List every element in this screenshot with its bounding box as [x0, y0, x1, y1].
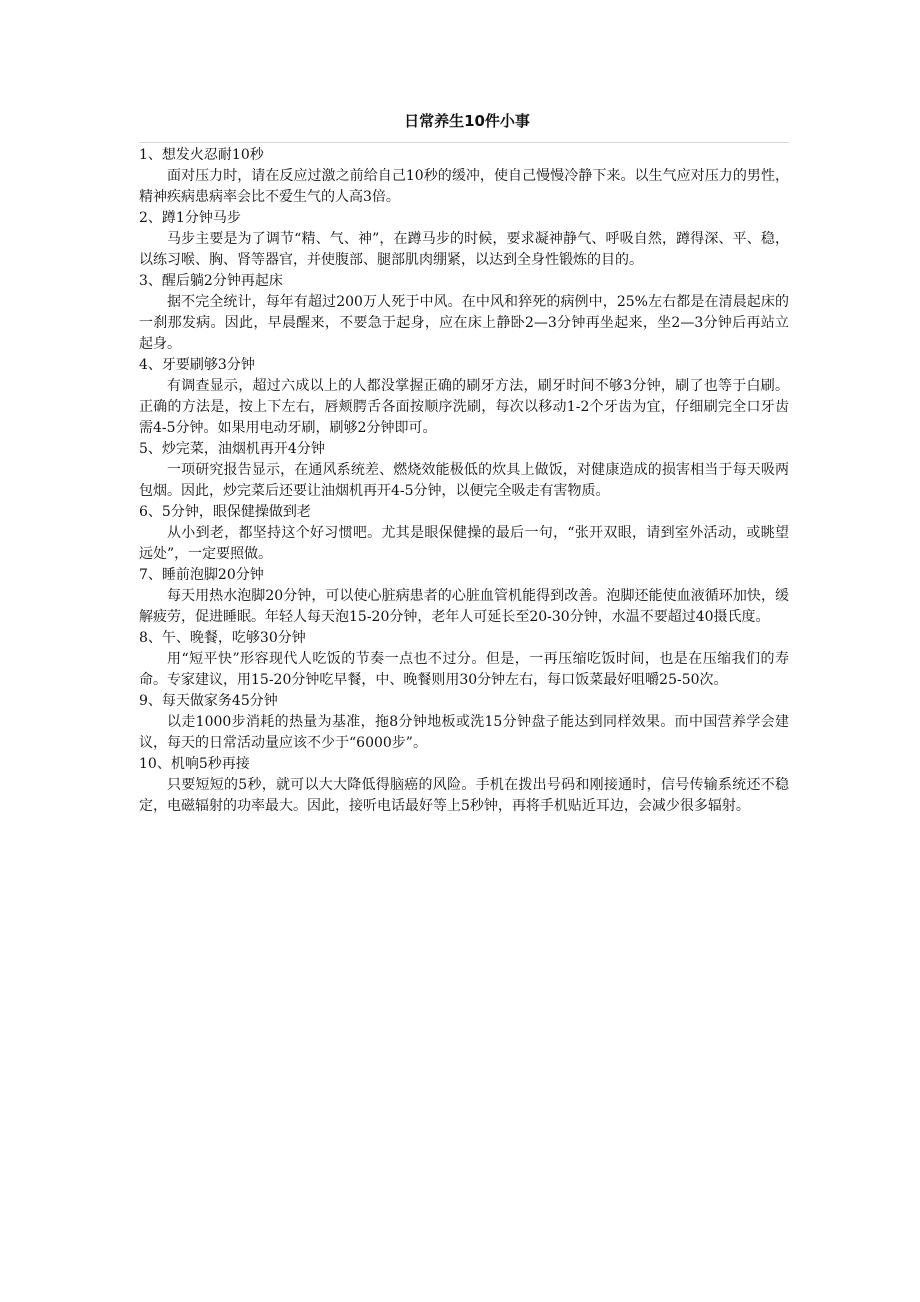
title-divider — [139, 142, 789, 143]
section-6 — [139, 502, 789, 565]
section-heading: 9、每天做家务45分钟 — [139, 693, 278, 709]
section-body: 马步主要是为了调节“精、气、神”，在蹲马步的时候，要求凝神静气、呼吸自然，蹲得深、平、稳，以练习喉、胸、肾等器官，并使腹部、腿部肌肉绷紧，以达到全身性锻炼的目的。 — [139, 231, 789, 268]
section-heading: 8、午、晚餐，吃够30分钟 — [139, 630, 306, 646]
section-2 — [139, 208, 789, 271]
section-heading: 3、醒后躺2分钟再起床 — [139, 273, 283, 289]
section-heading: 4、牙要刷够3分钟 — [139, 357, 255, 373]
document-title: 日常养生10件小事 — [404, 112, 530, 130]
section-heading: 6、5分钟，眼保健操做到老 — [139, 504, 311, 520]
section-body: 从小到老，都坚持这个好习惯吧。尤其是眼保健操的最后一句，“张开双眼，请到室外活动，或眺望远处”，一定要照做。 — [139, 525, 789, 562]
section-body: 只要短短的5秒，就可以大大降低得脑癌的风险。手机在拨出号码和刚接通时，信号传输系统还不稳定，电磁辐射的功率最大。因此，接听电话最好等上5秒钟，再将手机贴近耳边，会减少很多辐射。 — [139, 777, 789, 814]
section-7 — [139, 565, 789, 628]
section-9 — [139, 691, 789, 754]
section-3 — [139, 271, 789, 355]
section-body: 据不完全统计，每年有超过200万人死于中风。在中风和猝死的病例中，25%左右都是在清晨起床的一刹那发病。因此，早晨醒来，不要急于起身，应在床上静卧2—3分钟再坐起来，坐2—3分钟后再站立起身。 — [139, 294, 789, 352]
section-body: 有调查显示，超过六成以上的人都没掌握正确的刷牙方法，刷牙时间不够3分钟，刷了也等于白刷。正确的方法是，按上下左右，唇颊腭舌各面按顺序洗刷，每次以移动1-2个牙齿为宜，仔细刷完全口牙齿需4-5分钟。如果用电动牙刷，刷够2分钟即可。 — [139, 378, 789, 436]
section-body: 一项研究报告显示，在通风系统差、燃烧效能极低的炊具上做饭，对健康造成的损害相当于每天吸两包烟。因此，炒完菜后还要让油烟机再开4-5分钟，以便完全吸走有害物质。 — [139, 462, 789, 499]
section-heading: 1、想发火忍耐10秒 — [139, 147, 264, 163]
section-8 — [139, 628, 789, 691]
section-body: 用“短平快”形容现代人吃饭的节奏一点也不过分。但是，一再压缩吃饭时间，也是在压缩我们的寿命。专家建议，用15-20分钟吃早餐，中、晚餐则用30分钟左右，每口饭菜最好咀嚼25-50次。 — [139, 651, 789, 688]
section-5 — [139, 439, 789, 502]
section-heading: 2、蹲1分钟马步 — [139, 210, 241, 226]
section-body: 面对压力时，请在反应过激之前给自己10秒的缓冲，使自己慢慢冷静下来。以生气应对压力的男性，精神疾病患病率会比不爱生气的人高3倍。 — [139, 168, 789, 205]
section-10 — [139, 754, 789, 817]
section-heading: 10、机响5秒再接 — [139, 756, 250, 772]
section-body: 以走1000步消耗的热量为基准，拖8分钟地板或洗15分钟盘子能达到同样效果。而中国营养学会建议，每天的日常活动量应该不少于“6000步”。 — [139, 714, 789, 751]
section-heading: 5、炒完菜，油烟机再开4分钟 — [139, 441, 325, 457]
document-page — [139, 110, 789, 817]
section-4 — [139, 355, 789, 439]
section-body: 每天用热水泡脚20分钟，可以使心脏病患者的心脏血管机能得到改善。泡脚还能使血液循环加快，缓解疲劳，促进睡眠。年轻人每天泡15-20分钟，老年人可延长至20-30分钟，水温不要超过40摄氏度。 — [139, 588, 789, 625]
section-1 — [139, 145, 789, 208]
section-heading: 7、睡前泡脚20分钟 — [139, 567, 264, 583]
